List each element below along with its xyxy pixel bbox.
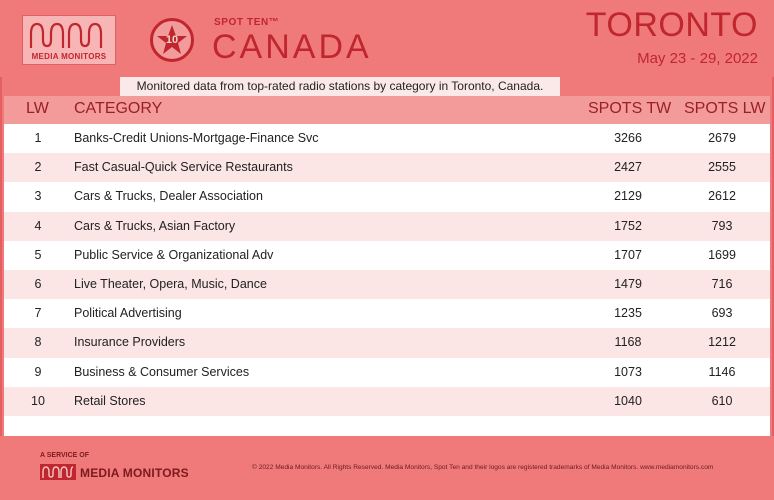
table-row xyxy=(4,182,770,211)
rank-cell: 9 xyxy=(34,364,42,379)
date-range: May 23 - 29, 2022 xyxy=(637,50,758,67)
spots-lw-cell: 693 xyxy=(711,306,733,321)
column-header-spots-lw: SPOTS LW xyxy=(684,100,766,117)
table-row xyxy=(4,387,770,416)
footer xyxy=(0,436,774,500)
spots-tw-cell: 1235 xyxy=(614,306,642,321)
category-cell: Fast Casual-Quick Service Restaurants xyxy=(74,160,293,175)
waveform-icon xyxy=(29,20,111,50)
spots-lw-cell: 1212 xyxy=(708,335,736,350)
table-row xyxy=(4,299,770,328)
logo-text: MEDIA MONITORS xyxy=(31,52,107,61)
table-row xyxy=(4,270,770,299)
rank-cell: 6 xyxy=(34,276,42,291)
spots-lw-cell: 2679 xyxy=(708,131,736,145)
city-title: TORONTO xyxy=(585,6,758,44)
footer-waveform-icon xyxy=(40,464,76,480)
rank-cell: 4 xyxy=(34,218,42,233)
spots-tw-cell: 2427 xyxy=(614,160,642,175)
brand-small-title: SPOT TEN™ xyxy=(214,17,280,28)
category-cell: Political Advertising xyxy=(74,306,182,321)
spots-lw-cell: 793 xyxy=(711,218,733,233)
table-row xyxy=(4,358,770,387)
rank-cell: 8 xyxy=(34,335,42,350)
spots-lw-cell: 716 xyxy=(711,276,733,291)
table-row xyxy=(4,328,770,357)
category-cell: Business & Consumer Services xyxy=(74,364,250,379)
spots-lw-cell: 2612 xyxy=(708,189,736,204)
rank-cell: 10 xyxy=(31,393,45,408)
category-cell: Cars & Trucks, Asian Factory xyxy=(74,218,236,233)
spots-lw-cell: 2555 xyxy=(708,160,736,175)
subtitle: Monitored data from top-rated radio stations by category in Toronto, Canada. xyxy=(120,77,560,96)
brand-large-title: CANADA xyxy=(212,28,372,66)
spots-tw-cell: 1479 xyxy=(614,276,642,291)
category-cell: Insurance Providers xyxy=(74,335,186,350)
table-row xyxy=(4,153,770,182)
media-monitors-logo xyxy=(22,15,116,65)
copyright-text: © 2022 Media Monitors. All Rights Reserved. Media Monitors, Spot Ten and their logos are registered trademarks of Media Monitors. www.mediamonitors.com xyxy=(252,464,714,471)
table-row xyxy=(4,124,770,153)
spots-tw-cell: 1040 xyxy=(614,393,642,408)
spots-tw-cell: 2129 xyxy=(614,189,642,204)
rank-cell: 7 xyxy=(34,306,42,321)
spots-tw-cell: 1707 xyxy=(614,247,642,262)
spots-tw-cell: 1168 xyxy=(614,335,642,350)
table-spacer xyxy=(4,416,770,436)
category-cell: Cars & Trucks, Dealer Association xyxy=(74,189,263,204)
category-cell: Retail Stores xyxy=(74,393,146,408)
service-of-label: A SERVICE OF xyxy=(40,452,90,459)
spots-lw-cell: 1699 xyxy=(708,247,736,262)
category-cell: Banks-Credit Unions-Mortgage-Finance Svc xyxy=(74,131,319,145)
spots-tw-cell: 3266 xyxy=(614,131,642,145)
footer-logo-text: MEDIA MONITORS xyxy=(80,466,189,480)
spot-ten-badge xyxy=(150,18,194,62)
rank-cell: 2 xyxy=(34,160,42,175)
table-row xyxy=(4,212,770,241)
spots-lw-cell: 610 xyxy=(711,393,733,408)
rank-cell: 3 xyxy=(34,189,42,204)
badge-number: 10 xyxy=(165,34,179,46)
rank-cell: 5 xyxy=(34,247,42,262)
category-cell: Live Theater, Opera, Music, Dance xyxy=(74,276,267,291)
rank-cell: 1 xyxy=(34,131,42,145)
spots-lw-cell: 1146 xyxy=(708,364,736,379)
table-row xyxy=(4,241,770,270)
column-header-spots-tw: SPOTS TW xyxy=(588,100,672,117)
table-body xyxy=(4,124,770,416)
spots-tw-cell: 1073 xyxy=(614,364,642,379)
category-cell: Public Service & Organizational Adv xyxy=(74,247,274,262)
header xyxy=(0,0,774,77)
column-header-lw: LW xyxy=(26,100,49,117)
table-header xyxy=(4,96,770,124)
column-header-category: CATEGORY xyxy=(74,100,163,117)
spots-tw-cell: 1752 xyxy=(614,218,642,233)
